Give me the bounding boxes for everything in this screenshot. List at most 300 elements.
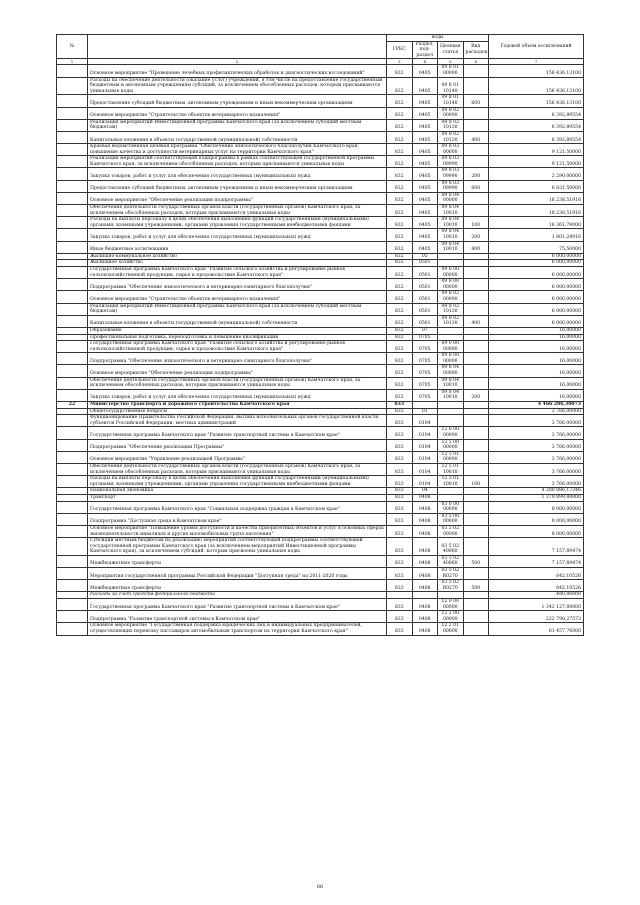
row-number-cell — [57, 168, 88, 180]
row-number-cell — [57, 156, 88, 168]
row-name-cell: Основное мероприятие "Обеспечение реализации подпрограммы" — [88, 365, 387, 377]
row-name-cell: Основное мероприятие "Управление реализацией Программы" — [88, 451, 387, 463]
row-razdel-cell: 0405 — [412, 144, 438, 156]
row-amount-cell: 8 000,00000 — [489, 513, 584, 525]
index-cell: 3 — [387, 59, 413, 65]
table-row — [57, 488, 584, 495]
row-grbs-cell: 832 — [387, 119, 413, 131]
row-razdel-cell: 0405 — [412, 65, 438, 77]
row-name-cell: Реализация мероприятий Инвестиционной программы Камчатского края (за исключением субсидий местным бюджетам) — [88, 119, 387, 131]
page-number: 66 — [316, 884, 324, 890]
row-amount-cell: 7 157,89474 — [489, 538, 584, 556]
row-cs-cell: 03 5 02 40060 — [438, 538, 464, 556]
row-cs-cell: 03 5 02 40060 — [438, 555, 464, 567]
row-razdel-cell: 0104 — [412, 427, 438, 439]
row-name-cell: Реализация мероприятий соответствующей подпрограммы в рамках соответствующей государственной программы Камчатского края, за исключением обособленных расходов, которым присваиваются уникальные коды — [88, 156, 387, 168]
table-row — [57, 427, 584, 439]
row-number-cell — [57, 501, 88, 513]
header-num: № — [57, 35, 88, 59]
row-vr-cell — [463, 260, 489, 267]
row-cs-cell: 03 5 00 00000 — [438, 513, 464, 525]
table-row — [57, 315, 584, 327]
row-amount-cell: 3 766,00000 — [489, 439, 584, 451]
row-name-cell: Государственная программа Камчатского края "Социальная поддержка граждан в Камчатском крае" — [88, 501, 387, 513]
row-name-cell: Расходы на выплаты персоналу в целях обеспечения выполнения функций государственными (муниципальными) органами, казенными учреждениями, органами управления государственными внебюджетными фондами — [88, 476, 387, 488]
row-razdel-cell: 0405 — [412, 192, 438, 204]
row-number-cell — [57, 341, 88, 353]
row-cs-cell: 09 8 04 10010 — [438, 389, 464, 401]
row-vr-cell — [463, 291, 489, 303]
row-razdel-cell: 0705 — [412, 341, 438, 353]
row-amount-cell: 3 766,00000 — [489, 427, 584, 439]
row-number-cell — [57, 253, 88, 260]
row-number-cell — [57, 77, 88, 95]
table-row — [57, 205, 584, 217]
row-amount-cell: 3 766,00000 — [489, 415, 584, 427]
table-row — [57, 568, 584, 580]
row-cs-cell — [438, 408, 464, 415]
row-razdel-cell: 0104 — [412, 476, 438, 488]
row-vr-cell — [463, 341, 489, 353]
row-vr-cell — [463, 525, 489, 537]
row-name-cell: Основное мероприятие "Проведение лечебных профилактических обработок и диагностических исследований" — [88, 65, 387, 77]
row-razdel-cell — [412, 592, 438, 599]
row-grbs-cell: 832 — [387, 260, 413, 267]
table-row — [57, 217, 584, 229]
row-vr-cell: 400 — [463, 315, 489, 327]
table-row — [57, 611, 584, 623]
row-grbs-cell: 832 — [387, 315, 413, 327]
table-row — [57, 353, 584, 365]
row-amount-cell: 842,10526 — [489, 580, 584, 592]
row-name-cell: Национальная экономика — [88, 488, 387, 495]
row-amount-cell: 1 342 127,88000 — [489, 599, 584, 611]
row-amount-cell: 16 361,79000 — [489, 217, 584, 229]
row-vr-cell: 400 — [463, 131, 489, 143]
row-name-cell: Обеспечение деятельности государственных органов власти (государственных органов) Камчатского края, за исключением обособленных расходов, которым присваиваются уникальные коды — [88, 463, 387, 475]
row-name-cell: Расходы на выплаты персоналу в целях обеспечения выполнения функций государственными (муниципальными) органами, казенными учреждениями, органами управления государственными внебюджетными фондами — [88, 217, 387, 229]
row-vr-cell — [463, 451, 489, 463]
row-cs-cell: 09 0 00 00000 — [438, 341, 464, 353]
row-cs-cell: 09 8 00 00000 — [438, 279, 464, 291]
table-row — [57, 131, 584, 143]
row-vr-cell: 200 — [463, 229, 489, 241]
row-cs-cell: 09 8 03 09990 — [438, 180, 464, 192]
row-number-cell — [57, 266, 88, 278]
row-grbs-cell: 832 — [387, 266, 413, 278]
row-amount-cell: 4 280 886,17346 — [489, 488, 584, 495]
row-grbs-cell: 832 — [387, 253, 413, 260]
row-number-cell — [57, 488, 88, 495]
row-vr-cell — [463, 192, 489, 204]
row-cs-cell: 09 8 04 10010 — [438, 241, 464, 253]
row-amount-cell: 6 831,50000 — [489, 180, 584, 192]
row-vr-cell — [463, 266, 489, 278]
row-name-cell: Обеспечение деятельности государственных органов власти (государственных органов) Камчатского края, за исключением обособленных расходов, которым присваиваются уникальные коды — [88, 205, 387, 217]
table-row — [57, 229, 584, 241]
table-row — [57, 279, 584, 291]
row-razdel-cell: 0408 — [412, 555, 438, 567]
table-row — [57, 592, 584, 599]
row-name-cell: Профессиональная подготовка, переподготовка и повышение квалификации — [88, 334, 387, 341]
row-number-cell — [57, 463, 88, 475]
row-cs-cell — [438, 592, 464, 599]
row-amount-cell: 3 766,00000 — [489, 463, 584, 475]
row-razdel-cell: 0405 — [412, 229, 438, 241]
row-grbs-cell: 833 — [387, 513, 413, 525]
row-razdel-cell: 0104 — [412, 463, 438, 475]
row-name-cell: Общегосударственные вопросы — [88, 408, 387, 415]
row-razdel-cell: 0501 — [412, 291, 438, 303]
row-cs-cell: 12 0 00 00000 — [438, 599, 464, 611]
table-body — [57, 65, 584, 635]
row-amount-cell: 6 000,00000 — [489, 315, 584, 327]
row-amount-cell: 8 000,00000 — [489, 501, 584, 513]
row-name-cell: Жилищное хозяйство — [88, 260, 387, 267]
table-row — [57, 77, 584, 95]
row-cs-cell: 09 8 04 10010 — [438, 229, 464, 241]
row-amount-cell: 6 000,00000 — [489, 260, 584, 267]
row-grbs-cell: 832 — [387, 303, 413, 315]
row-amount-cell: 9 121,50000 — [489, 144, 584, 156]
row-name-cell: Мероприятия государственной программы Российской Федерации "Доступная среда" на 2011-2020 годы — [88, 568, 387, 580]
row-number-cell — [57, 623, 88, 635]
row-cs-cell: 03 5 02 R0270 — [438, 580, 464, 592]
row-name-cell: Предоставление субсидий бюджетным, автономным учреждениям и иным некоммерческим организациям — [88, 95, 387, 107]
row-number-cell — [57, 241, 88, 253]
table-row — [57, 95, 584, 107]
row-razdel-cell: 0104 — [412, 451, 438, 463]
row-amount-cell: 156 436,13100 — [489, 95, 584, 107]
row-vr-cell — [463, 156, 489, 168]
table-row — [57, 476, 584, 488]
row-razdel-cell: 05 — [412, 253, 438, 260]
row-grbs-cell: 832 — [387, 365, 413, 377]
row-number-cell — [57, 303, 88, 315]
row-name-cell: Подпрограмма "Обеспечение эпизоотического и ветеринарно-санитарного благополучия" — [88, 279, 387, 291]
row-number-cell — [57, 260, 88, 267]
table-row — [57, 266, 584, 278]
row-vr-cell — [463, 77, 489, 95]
row-cs-cell: 09 8 01 00000 — [438, 65, 464, 77]
row-vr-cell — [463, 408, 489, 415]
table-row — [57, 525, 584, 537]
row-grbs-cell: 832 — [387, 327, 413, 334]
row-razdel-cell: 0408 — [412, 538, 438, 556]
row-number-cell — [57, 377, 88, 389]
row-grbs-cell: 833 — [387, 476, 413, 488]
row-razdel-cell: 0405 — [412, 241, 438, 253]
row-number-cell — [57, 494, 88, 501]
row-cs-cell: 09 8 02 10130 — [438, 303, 464, 315]
row-razdel-cell: 0501 — [412, 279, 438, 291]
row-grbs-cell: 833 — [387, 439, 413, 451]
row-number-cell — [57, 555, 88, 567]
header-codes: коды — [387, 35, 489, 42]
row-vr-cell — [463, 353, 489, 365]
row-cs-cell: 09 8 04 10010 — [438, 217, 464, 229]
row-number-cell — [57, 229, 88, 241]
row-grbs-cell: 833 — [387, 402, 413, 409]
row-razdel-cell: 0405 — [412, 156, 438, 168]
row-razdel-cell: 0408 — [412, 525, 438, 537]
row-razdel-cell: 0501 — [412, 266, 438, 278]
row-number-cell — [57, 592, 88, 599]
row-grbs-cell: 833 — [387, 568, 413, 580]
row-cs-cell: 12 5 01 00000 — [438, 451, 464, 463]
row-amount-cell: 156 436,13100 — [489, 65, 584, 77]
row-razdel-cell: 07 — [412, 327, 438, 334]
row-amount-cell: 6 000,00000 — [489, 303, 584, 315]
row-name-cell: Основное мероприятие "Строительство объектов ветеринарного назначения" — [88, 107, 387, 119]
row-amount-cell: 6 392,89554 — [489, 107, 584, 119]
row-cs-cell — [438, 402, 464, 409]
row-grbs-cell: 832 — [387, 389, 413, 401]
row-number-cell — [57, 611, 88, 623]
row-name-cell: Государственная программа Камчатского края "Развитие транспортной системы в Камчатском крае" — [88, 599, 387, 611]
row-name-cell: Иные бюджетные ассигнования — [88, 241, 387, 253]
row-cs-cell: 09 8 02 10130 — [438, 315, 464, 327]
row-grbs-cell: 833 — [387, 488, 413, 495]
table-row — [57, 513, 584, 525]
row-amount-cell: 6 000,00000 — [489, 291, 584, 303]
row-cs-cell: 03 5 02 00000 — [438, 525, 464, 537]
row-name-cell: Государственная программа Камчатского края "Развитие сельского хозяйства и регулирование рынков сельскохозяйственной продукции, сырья и продовольствия Камчатского края" — [88, 266, 387, 278]
row-razdel-cell: 0408 — [412, 599, 438, 611]
row-number-cell — [57, 476, 88, 488]
row-grbs-cell: 832 — [387, 205, 413, 217]
table-row — [57, 260, 584, 267]
row-amount-cell: 6 392,89554 — [489, 131, 584, 143]
row-number-cell — [57, 95, 88, 107]
row-name-cell: Функционирование Правительства Российской Федерации, высших исполнительных органов государственной власти субъектов Российской Федерации, местных администраций — [88, 415, 387, 427]
row-name-cell: Закупка товаров, работ и услуг для обеспечения государственных (муниципальных) нужд — [88, 168, 387, 180]
document-page — [56, 34, 584, 636]
row-cs-cell: 09 8 03 09990 — [438, 156, 464, 168]
row-name-cell: Подпрограмма "Развитие транспортной системы в Камчатском крае" — [88, 611, 387, 623]
row-amount-cell: 16,00000 — [489, 327, 584, 334]
row-razdel-cell: 0705 — [412, 389, 438, 401]
row-number-cell — [57, 451, 88, 463]
row-amount-cell: 3 766,00000 — [489, 408, 584, 415]
table-row — [57, 555, 584, 567]
row-grbs-cell: 833 — [387, 555, 413, 567]
row-name-cell: Основное мероприятие "Повышение уровня доступности и качества приоритетных объектов и услуг в основных сферах жизнедеятельности инвалидов и других маломобильных групп населения" — [88, 525, 387, 537]
table-row — [57, 192, 584, 204]
row-grbs-cell: 833 — [387, 580, 413, 592]
row-grbs-cell: 832 — [387, 229, 413, 241]
table-row — [57, 107, 584, 119]
table-row — [57, 501, 584, 513]
row-vr-cell — [463, 494, 489, 501]
row-cs-cell: 09 0 00 00000 — [438, 266, 464, 278]
row-number-cell — [57, 131, 88, 143]
row-name-cell: Субсидии местным бюджетам на реализацию мероприятий соответствующей подпрограммы соответствующей государственной программы Камчатского края (за исключением мероприятий Инвестиционной программы Камчатского края), за исключением субсидий, которым присвоены уникальные коды — [88, 538, 387, 556]
table-row — [57, 451, 584, 463]
row-razdel-cell: 0408 — [412, 568, 438, 580]
row-razdel-cell: 0405 — [412, 107, 438, 119]
row-cs-cell — [438, 260, 464, 267]
row-name-cell: Закупка товаров, работ и услуг для обеспечения государственных (муниципальных) нужд — [88, 389, 387, 401]
row-razdel-cell: 0405 — [412, 131, 438, 143]
row-name-cell: Подпрограмма "Обеспечение реализации Программы" — [88, 439, 387, 451]
row-amount-cell: 7 157,89474 — [489, 555, 584, 567]
row-vr-cell: 600 — [463, 95, 489, 107]
row-cs-cell — [438, 253, 464, 260]
row-vr-cell — [463, 568, 489, 580]
row-vr-cell: 100 — [463, 476, 489, 488]
row-vr-cell: 100 — [463, 217, 489, 229]
row-vr-cell — [463, 144, 489, 156]
row-number-cell — [57, 513, 88, 525]
row-amount-cell: 18 238,51916 — [489, 205, 584, 217]
row-cs-cell: 09 8 03 00000 — [438, 144, 464, 156]
header-vr: Вид расходов — [463, 41, 489, 59]
row-vr-cell — [463, 205, 489, 217]
row-vr-cell — [463, 365, 489, 377]
row-vr-cell: 500 — [463, 580, 489, 592]
table-header-row — [57, 35, 584, 42]
row-name-cell: Подпрограмма "Обеспечение эпизоотического и ветеринарно-санитарного благополучия" — [88, 353, 387, 365]
index-cell: 5 — [438, 59, 464, 65]
table-row — [57, 144, 584, 156]
row-amount-cell: 6 000,00000 — [489, 253, 584, 260]
row-cs-cell: 09 8 01 10140 — [438, 77, 464, 95]
table-row — [57, 156, 584, 168]
row-vr-cell — [463, 513, 489, 525]
row-name-cell: Расходы за счет средств федерального бюджета — [88, 592, 387, 599]
row-grbs-cell: 832 — [387, 377, 413, 389]
row-cs-cell: 09 8 04 00000 — [438, 192, 464, 204]
index-cell: 7 — [489, 59, 584, 65]
row-razdel-cell — [412, 402, 438, 409]
row-amount-cell: 842,10526 — [489, 568, 584, 580]
row-razdel-cell: 0405 — [412, 77, 438, 95]
row-number-cell — [57, 568, 88, 580]
row-number-cell: 22 — [57, 402, 88, 409]
header-cs: Целевая статья — [438, 41, 464, 59]
row-vr-cell — [463, 439, 489, 451]
row-razdel-cell: 0104 — [412, 415, 438, 427]
row-cs-cell — [438, 488, 464, 495]
row-number-cell — [57, 65, 88, 77]
row-number-cell — [57, 119, 88, 131]
row-grbs-cell: 832 — [387, 156, 413, 168]
table-row — [57, 303, 584, 315]
row-cs-cell — [438, 494, 464, 501]
row-vr-cell: 200 — [463, 168, 489, 180]
row-razdel-cell: 0408 — [412, 580, 438, 592]
row-cs-cell: 09 8 02 00000 — [438, 107, 464, 119]
row-number-cell — [57, 192, 88, 204]
row-vr-cell — [463, 599, 489, 611]
row-razdel-cell: 0705 — [412, 353, 438, 365]
row-name-cell: Предоставление субсидий бюджетным, автономным учреждениям и иным некоммерческим организациям — [88, 180, 387, 192]
row-cs-cell: 09 8 04 00000 — [438, 365, 464, 377]
row-number-cell — [57, 315, 88, 327]
row-grbs-cell: 832 — [387, 241, 413, 253]
row-razdel-cell: 0705 — [412, 334, 438, 341]
row-number-cell — [57, 107, 88, 119]
row-name-cell: Обеспечение деятельности государственных органов власти (государственных органов) Камчатского края, за исключением обособленных расходов, которым присваиваются уникальные коды — [88, 377, 387, 389]
row-razdel-cell: 0408 — [412, 494, 438, 501]
row-number-cell — [57, 408, 88, 415]
table-row — [57, 119, 584, 131]
row-name-cell: Основное мероприятие "Государственная поддержка юридических лиц и индивидуальных предпринимателей, осуществляющих перевозку пассажиров автомобильным транспортом на территории Камчатского края" — [88, 623, 387, 635]
row-amount-cell: 75,50000 — [489, 241, 584, 253]
row-amount-cell: 16,00000 — [489, 389, 584, 401]
row-razdel-cell: 0405 — [412, 95, 438, 107]
row-vr-cell — [463, 253, 489, 260]
row-cs-cell: 12 5 01 10010 — [438, 476, 464, 488]
row-vr-cell — [463, 463, 489, 475]
row-amount-cell: 1 379 899,88000 — [489, 494, 584, 501]
row-number-cell — [57, 217, 88, 229]
row-grbs-cell: 832 — [387, 291, 413, 303]
row-grbs-cell: 832 — [387, 144, 413, 156]
row-vr-cell — [463, 592, 489, 599]
row-vr-cell — [463, 279, 489, 291]
row-vr-cell — [463, 623, 489, 635]
row-cs-cell — [438, 415, 464, 427]
row-grbs-cell — [387, 592, 413, 599]
row-name-cell: Краевая ведомственная целевая программа "Обеспечение эпизоотического благополучия Камчатского края, повышение качества и доступности ветеринарных услуг на территории Камчатского края" — [88, 144, 387, 156]
row-cs-cell: 09 8 01 10140 — [438, 95, 464, 107]
row-cs-cell — [438, 327, 464, 334]
table-row — [57, 241, 584, 253]
row-amount-cell: 2 290,00000 — [489, 168, 584, 180]
row-razdel-cell: 0408 — [412, 611, 438, 623]
row-razdel-cell: 0408 — [412, 501, 438, 513]
row-vr-cell — [463, 65, 489, 77]
row-grbs-cell: 832 — [387, 353, 413, 365]
row-grbs-cell: 832 — [387, 334, 413, 341]
row-vr-cell — [463, 402, 489, 409]
row-amount-cell: 6 000,00000 — [489, 266, 584, 278]
row-grbs-cell: 833 — [387, 611, 413, 623]
row-vr-cell — [463, 488, 489, 495]
row-razdel-cell: 0501 — [412, 315, 438, 327]
row-cs-cell: 09 8 02 10130 — [438, 119, 464, 131]
row-cs-cell: 12 2 01 00000 — [438, 623, 464, 635]
header-amount: Годовой объем ассигнований — [489, 35, 584, 59]
header-name — [88, 35, 387, 59]
row-cs-cell: 12 5 00 00000 — [438, 439, 464, 451]
row-grbs-cell: 832 — [387, 95, 413, 107]
table-row — [57, 439, 584, 451]
row-razdel-cell: 0501 — [412, 260, 438, 267]
row-amount-cell: 61 457,76000 — [489, 623, 584, 635]
budget-table — [56, 34, 584, 636]
row-vr-cell — [463, 415, 489, 427]
row-vr-cell: 600 — [463, 180, 489, 192]
row-grbs-cell: 832 — [387, 107, 413, 119]
row-razdel-cell: 0405 — [412, 217, 438, 229]
row-number-cell — [57, 427, 88, 439]
table-row — [57, 415, 584, 427]
row-cs-cell: 09 8 04 10010 — [438, 377, 464, 389]
row-name-cell: Подпрограмма "Доступная среда в Камчатском крае" — [88, 513, 387, 525]
row-vr-cell — [463, 327, 489, 334]
row-grbs-cell: 832 — [387, 77, 413, 95]
row-amount-cell: 3 766,00000 — [489, 476, 584, 488]
row-amount-cell: 9 121,50000 — [489, 156, 584, 168]
row-number-cell — [57, 279, 88, 291]
row-amount-cell: 16,00000 — [489, 353, 584, 365]
row-number-cell — [57, 327, 88, 334]
row-grbs-cell: 833 — [387, 415, 413, 427]
row-name-cell: Министерство транспорта и дорожного строительства Камчатского края — [88, 402, 387, 409]
